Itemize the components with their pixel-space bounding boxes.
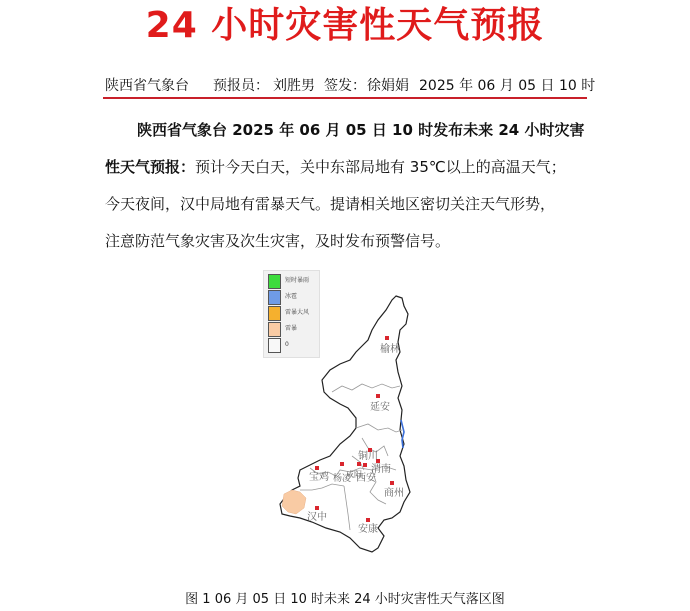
issue-datetime: 2025 年 06 月 05 日 10 时: [419, 78, 596, 94]
marker-xianyang: [357, 462, 361, 466]
shaanxi-forecast-map: [270, 290, 440, 560]
city-label-weinan: 渭南: [371, 464, 391, 475]
city-label-ankang: 安康: [358, 524, 378, 535]
document-meta: [105, 76, 596, 96]
city-label-xianyang: 咸阳: [346, 470, 362, 479]
province-outline: [280, 296, 410, 552]
city-label-yulin: 榆林: [380, 344, 400, 355]
header-divider: [103, 97, 587, 99]
signer-name: 徐娟娟: [367, 78, 409, 94]
legend-swatch: [268, 274, 281, 289]
forecast-heading: 性天气预报：: [105, 158, 196, 176]
body-line-1-text: 陕西省气象台 2025 年 06 月 05 日 10 时发布未来 24 小时灾害: [137, 121, 585, 139]
marker-yulin: [385, 336, 389, 340]
body-line-3: 今天夜间，汉中局地有雷暴天气。提请相关地区密切关注天气形势，: [105, 195, 556, 213]
city-label-yanan: 延安: [370, 402, 390, 413]
marker-ankang: [366, 518, 370, 522]
legend-label: 雷暴大风: [285, 309, 310, 316]
marker-yanan: [376, 394, 380, 398]
body-line-1: [137, 120, 627, 140]
forecaster-name: 刘胜男: [273, 78, 315, 94]
city-label-tongchuan: 铜川: [358, 451, 378, 462]
marker-shangzhou: [390, 481, 394, 485]
legend-label: 雷暴: [285, 325, 298, 332]
legend-label: 冰雹: [285, 293, 298, 300]
marker-baoji: [315, 466, 319, 470]
forecaster-label: 预报员：: [213, 78, 269, 94]
issuer: 陕西省气象台: [105, 78, 189, 94]
marker-hanzhong: [315, 506, 319, 510]
body-line-4: 注意防范气象灾害及次生灾害，及时发布预警信号。: [105, 232, 451, 250]
legend-label: 0: [285, 341, 289, 348]
city-label-xian: 西安: [356, 473, 376, 484]
figure-caption: 图 1 06 月 05 日 10 时未来 24 小时灾害性天气落区图: [185, 592, 505, 607]
document-title: 24 小时灾害性天气预报: [145, 5, 545, 46]
city-label-yangling: 杨凌: [333, 474, 352, 484]
signer-label: 签发：: [324, 78, 366, 94]
legend-label: 短时暴雨: [285, 277, 310, 284]
city-label-baoji: 宝鸡: [309, 472, 329, 483]
marker-yangling: [340, 462, 344, 466]
marker-xian: [363, 463, 367, 467]
city-label-hanzhong: 汉中: [307, 512, 327, 523]
body-line-2-text: 预计今天白天，关中东部局地有 35℃以上的高温天气；: [195, 158, 566, 176]
legend-item-heavy-rain: [268, 274, 318, 290]
city-label-shangzhou: 商州: [384, 488, 404, 499]
body-line-2: [105, 157, 595, 177]
